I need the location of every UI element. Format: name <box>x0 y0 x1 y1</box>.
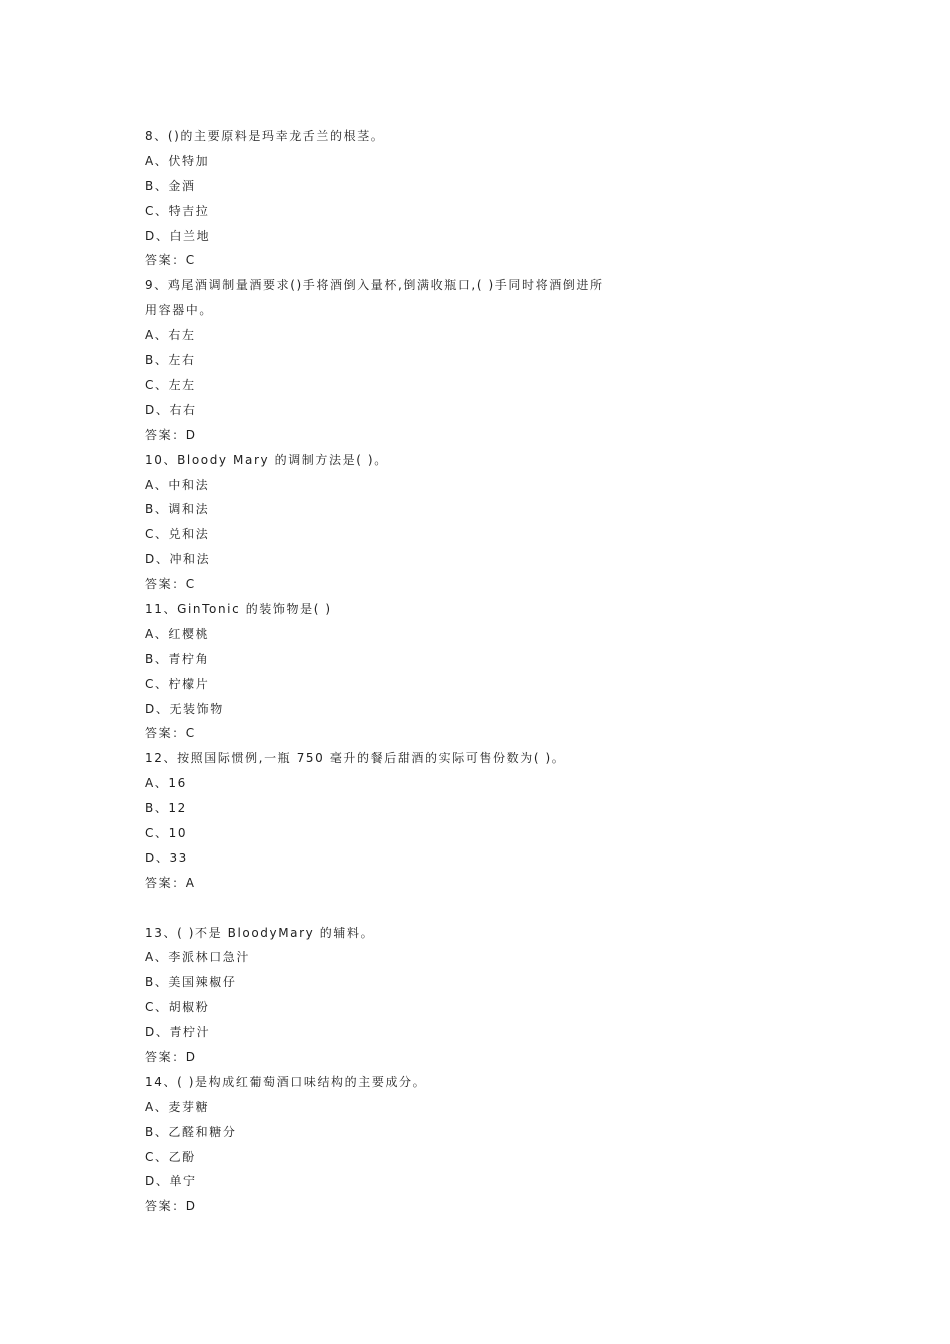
question-stem: 10、Bloody Mary 的调制方法是( )。 <box>145 452 388 467</box>
answer: 答案：C <box>145 253 196 268</box>
option-c: C、左左 <box>145 377 196 392</box>
question-12 <box>145 746 615 895</box>
option-b: B、金酒 <box>145 178 196 193</box>
question-stem: 9、鸡尾酒调制量酒要求()手将酒倒入量杯,倒满收瓶口,( )手同时将酒倒进所用容器中。 <box>145 278 604 318</box>
question-8 <box>145 124 615 273</box>
option-d: D、右右 <box>145 402 197 417</box>
option-d: D、33 <box>145 850 188 865</box>
question-stem: 8、()的主要原料是玛幸龙舌兰的根茎。 <box>145 129 385 143</box>
option-a: A、红樱桃 <box>145 626 210 641</box>
document-page <box>145 124 615 1219</box>
answer: 答案：C <box>145 726 196 741</box>
option-c: C、柠檬片 <box>145 676 210 691</box>
option-c: C、10 <box>145 825 188 840</box>
question-stem: 13、( )不是 BloodyMary 的辅料。 <box>145 925 375 940</box>
option-b: B、左右 <box>145 353 196 368</box>
option-c: C、乙酚 <box>145 1149 196 1164</box>
option-c: C、胡椒粉 <box>145 1000 210 1015</box>
option-a: A、伏特加 <box>145 153 210 168</box>
option-d: D、单宁 <box>145 1174 197 1189</box>
option-b: B、12 <box>145 801 187 816</box>
answer: 答案：D <box>145 1199 197 1214</box>
option-b: B、美国辣椒仔 <box>145 975 237 990</box>
option-a: A、李派林口急汁 <box>145 950 251 965</box>
option-d: D、无装饰物 <box>145 701 224 716</box>
question-10 <box>145 448 615 597</box>
option-b: B、青柠角 <box>145 651 210 666</box>
question-13 <box>145 921 615 1070</box>
option-a: A、右左 <box>145 328 196 343</box>
option-a: A、中和法 <box>145 477 210 492</box>
option-d: D、青柠汁 <box>145 1025 211 1040</box>
option-a: A、16 <box>145 776 187 791</box>
question-stem: 14、( )是构成红葡萄酒口味结构的主要成分。 <box>145 1074 427 1089</box>
answer: 答案：A <box>145 875 196 890</box>
option-c: C、兑和法 <box>145 527 210 542</box>
option-c: C、特吉拉 <box>145 203 210 218</box>
option-a: A、麦芽糖 <box>145 1099 210 1114</box>
option-b: B、乙醛和糖分 <box>145 1124 237 1139</box>
question-14 <box>145 1070 615 1219</box>
question-stem: 11、GinTonic 的装饰物是( ) <box>145 601 332 616</box>
answer: 答案：D <box>145 427 197 442</box>
question-stem: 12、按照国际惯例,一瓶 750 毫升的餐后甜酒的实际可售份数为( )。 <box>145 751 566 766</box>
option-d: D、白兰地 <box>145 228 211 243</box>
blank-line <box>145 896 615 921</box>
option-d: D、冲和法 <box>145 552 211 567</box>
answer: 答案：D <box>145 1049 197 1064</box>
option-b: B、调和法 <box>145 502 210 517</box>
question-11 <box>145 597 615 746</box>
question-9 <box>145 273 615 447</box>
answer: 答案：C <box>145 577 196 592</box>
